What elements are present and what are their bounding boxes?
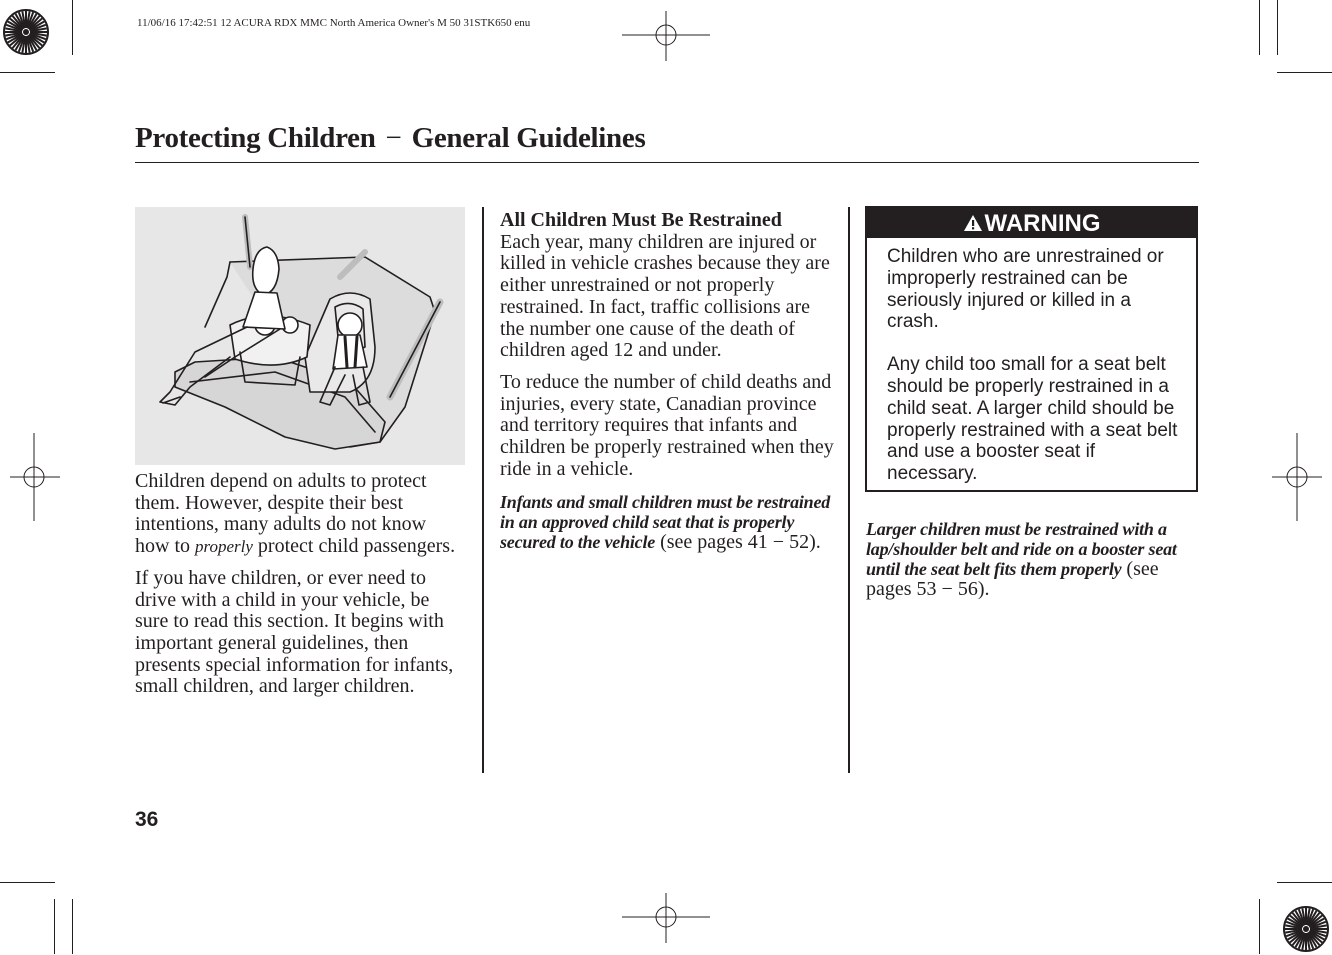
restraint-paragraph-2: To reduce the number of child deaths and injuries, every state, Canadian province and territory requires that infants and children be properly restrained when they ride in a vehicle.: [500, 370, 834, 480]
page-reference-53-56: (see pages 53 − 56).: [866, 558, 1159, 600]
print-stamp: 11/06/16 17:42:51 12 ACURA RDX MMC North America Owner's M 50 31STK650 enu: [137, 17, 531, 29]
crosshair-icon: [1272, 433, 1322, 521]
column-divider: [848, 207, 850, 773]
crosshair-icon: [10, 433, 60, 521]
emphasis-properly: properly: [195, 537, 253, 557]
warning-paragraph-2: Any child too small for a seat belt should be properly restrained in a child seat. A larger child should be properly restrained with a seat belt and use a booster seat if necessary.: [887, 354, 1178, 485]
registration-sunburst-icon: [0, 6, 52, 58]
intro-column: [135, 471, 465, 708]
warning-paragraph-1: Children who are unrestrained or improperly restrained can be seriously injured or killed in a crash.: [887, 246, 1164, 333]
warning-body: [887, 246, 1187, 506]
title-sub: General Guidelines: [411, 122, 646, 154]
section-heading: All Children Must Be Restrained: [500, 209, 782, 231]
restraint-paragraph-1: Each year, many children are injured or killed in vehicle crashes because they are either unrestrained or not properly restrained. In fact, traffic collisions are the number one cause of the death of children aged 12 and under.: [500, 230, 830, 362]
larger-children-column: [866, 519, 1206, 609]
column-divider: [482, 207, 484, 773]
warning-label: WARNING: [984, 210, 1101, 237]
intro-paragraph-1: [135, 471, 465, 558]
title-main: Protecting Children: [135, 122, 376, 154]
rear-seat-children-drawing: [135, 207, 465, 465]
intro-text-after: protect child passengers.: [252, 535, 456, 558]
page-number: 36: [135, 808, 159, 831]
larger-children-rule-text: Larger children must be restrained with a lap/shoulder belt and ride on a booster seat until the seat belt fits them properly: [866, 519, 1177, 579]
larger-children-paragraph: [866, 519, 1206, 599]
infant-rule-text: Infants and small children must be restrained in an approved child seat that is properly secured to the vehicle: [500, 492, 831, 553]
intro-text-before: Children depend on adults to protect them. However, despite their best intentions, many adults do not know how to: [135, 470, 427, 558]
page-title: [135, 122, 645, 155]
restraint-paragraph-3: [500, 492, 835, 552]
intro-paragraph-2: If you have children, or ever need to drive with a child in your vehicle, be sure to read this section. It begins with important general guidelines, then presents special information for infants, small children, and larger children.: [135, 566, 454, 698]
crosshair-icon: [622, 11, 710, 61]
child-seat-illustration: [135, 207, 465, 465]
crosshair-icon: [622, 893, 710, 943]
restraint-column: [500, 210, 835, 562]
warning-triangle-icon: [963, 214, 983, 232]
warning-box: [865, 206, 1198, 492]
title-rule: [135, 162, 1199, 163]
title-dash: −: [385, 122, 402, 154]
warning-header: [867, 208, 1196, 238]
registration-sunburst-icon: [1280, 903, 1332, 955]
page-reference-41-52: (see pages 41 − 52).: [660, 531, 821, 554]
